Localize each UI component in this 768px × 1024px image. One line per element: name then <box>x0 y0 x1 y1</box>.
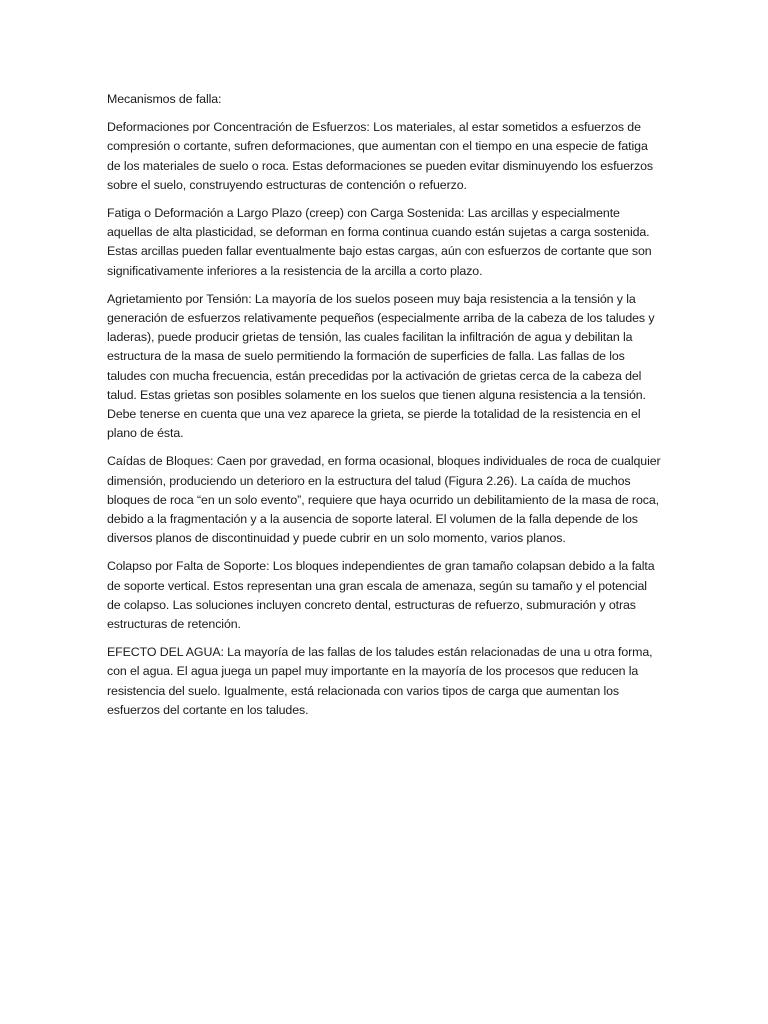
paragraph-fatiga: Fatiga o Deformación a Largo Plazo (creep) con Carga Sostenida: Las arcillas y especialmente aquellas de alta plasticidad, se deforman en forma continua cuando están sujetas a carga sostenida. Estas arcillas pueden fallar eventualmente bajo estas cargas, aún con esfuerzos de cortante que son significativamente inferiores a la resistencia de la arcilla a corto plazo. <box>107 206 652 278</box>
paragraph-agrietamiento: Agrietamiento por Tensión: La mayoría de los suelos poseen muy baja resistencia a la tensión y la generación de esfuerzos relativamente pequeños (especialmente arriba de la cabeza de los taludes y laderas), puede producir grietas de tensión, las cuales facilitan la infiltración de agua y debilitan la estructura de la masa de suelo permitiendo la formación de superficies de falla. Las fallas de los taludes con mucha frecuencia, están precedidas por la activación de grietas cerca de la cabeza del talud. Estas grietas son posibles solamente en los suelos que tienen alguna resistencia a la tensión. Debe tenerse en cuenta que una vez aparece la grieta, se pierde la totalidad de la resistencia en el plano de ésta. <box>107 291 655 441</box>
paragraph-caidas-bloques: Caídas de Bloques: Caen por gravedad, en forma ocasional, bloques individuales de roca de cualquier dimensión, produciendo un deterioro en la estructura del talud (Figura 2.26). La caída de muchos bloques de roca “en un solo evento”, requiere que haya ocurrido un debilitamiento de la masa de roca, debido a la fragmentación y a la ausencia de soporte lateral. El volumen de la falla depende de los diversos planos de discontinuidad y puede cubrir en un solo momento, varios planos. <box>107 454 661 546</box>
paragraph-efecto-agua: EFECTO DEL AGUA: La mayoría de las fallas de los taludes están relacionadas de una u otra forma, con el agua. El agua juega un papel muy importante en la mayoría de los procesos que reducen la resistencia del suelo. Igualmente, está relacionada con varios tipos de carga que aumentan los esfuerzos del cortante en los taludes. <box>107 645 653 717</box>
paragraph-colapso: Colapso por Falta de Soporte: Los bloques independientes de gran tamaño colapsan debido a la falta de soporte vertical. Estos representan una gran escala de amenaza, según su tamaño y el potencial de colapso. Las soluciones incluyen concreto dental, estructuras de refuerzo, submuración y otras estructuras de retención. <box>107 559 655 632</box>
document-page <box>107 90 663 729</box>
paragraph-deformaciones: Deformaciones por Concentración de Esfuerzos: Los materiales, al estar sometidos a esfuerzos de compresión o cortante, sufren deformaciones, que aumentan con el tiempo en una especie de fatiga de los materiales de suelo o roca. Estas deformaciones se pueden evitar disminuyendo los esfuerzos sobre el suelo, construyendo estructuras de contención o refuerzo. <box>107 120 654 192</box>
document-heading: Mecanismos de falla: <box>107 92 222 106</box>
